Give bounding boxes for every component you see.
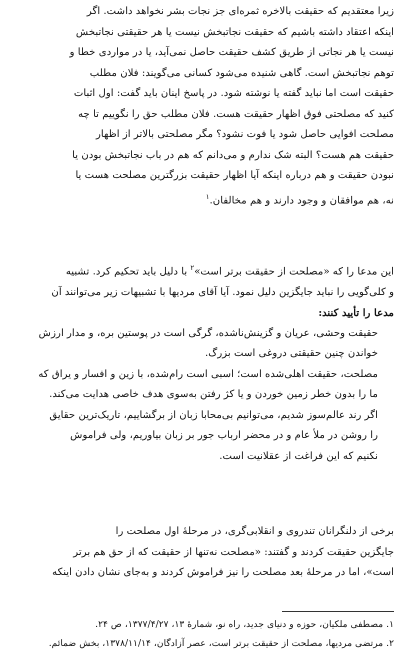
text-line-content: با دلیل باید تحکیم کرد. تشبیه bbox=[65, 266, 188, 278]
text-line: جایگزین حقیقت کردند و گفتند: «مصلحت نه‌تنها از حقیقت که از حق هم برتر bbox=[73, 546, 394, 558]
quote-line: حقیقت وحشی، عریان و گزینش‌ناشده، گرگی است در پوستین بره، و مدار ارزش bbox=[38, 327, 378, 339]
text-line: نبودن حقیقت و هم درباره اینکه آیا اظهار حقیقت بزرگترین مصلحت هست یا bbox=[75, 170, 394, 181]
quote-line: اگر رند عالم‌سوز شدیم، می‌توانیم بی‌محابا زبان از برگشاییم، تاریک‌ترین حقایق bbox=[49, 409, 378, 421]
footnote-2: ۲. مرتضی مردیها، مصلحت از حقیقت برتر است، عصر آزادگان، ۱۳۷۸/۱۱/۱۴، بخش ضمائم. bbox=[48, 638, 394, 649]
text-line: توهم نجاتبخش است. گاهی شنیده می‌شود کسانی می‌گویند: فلان مطلب bbox=[89, 67, 394, 79]
text-line: حقیقت هم هست؟ البته شک ندارم و می‌دانم که هم در باب نجاتبخش بودن یا bbox=[72, 149, 394, 161]
footnote-divider bbox=[282, 611, 394, 612]
quoted-passage bbox=[8, 324, 378, 468]
paragraph-2 bbox=[8, 258, 394, 467]
quote-line: نکنیم که این فراغت از عقلانیت است. bbox=[219, 450, 378, 462]
text-line: زیرا معتقدیم که حقیقت بالاخره ثمره‌ای جز نجات بشر نخواهد داشت. اگر bbox=[86, 6, 394, 17]
text-line-content: نه، هم موافقان و وجود دارند و هم مخالفان. bbox=[209, 194, 394, 206]
quote-line: خواندن چنین حقیقتی دروغی است بزرگ. bbox=[205, 348, 378, 360]
text-line: و کلی‌گویی را نباید جایگزین دلیل نمود. آیا آقای مردیها با تشبیهات زیر می‌توانند آن bbox=[51, 286, 394, 298]
text-line: حقیقت است اما نباید گفته یا نوشته شود. در پاسخ اینان باید گفت: اول اثبات bbox=[73, 88, 394, 99]
text-line: نیست یا هر نجاتی از طریق کشف حقیقت حاصل نمی‌آید، یا در مواردی خطا و bbox=[69, 47, 394, 58]
text-line: کنید که مصلحتی فوق اظهار حقیقت هست. فلان مطلب حق را نگوییم تا چه bbox=[78, 108, 394, 120]
paragraph-1 bbox=[8, 2, 394, 211]
footnote-1: ۱. مصطفی ملکیان، حوزه و دنیای جدید، راه نو، شمارهٔ ۱۳، ۱۳۷۷/۴/۲۷، ص ۲۴. bbox=[95, 619, 394, 630]
quote-line: را روشن در ملأ عام و در محضر ارباب جور بر زبان بیاوریم، ولی فراموش bbox=[70, 430, 378, 442]
text-line: اینکه اعتقاد داشته باشیم که حقیقت نجاتبخش نیست یا هر حقیقتی نجاتبخش bbox=[75, 26, 394, 38]
quote-line: ما را بدون خطر زمین خوردن و یا کژ رفتن به‌سوی هدف خاصی هدایت می‌کند. bbox=[49, 389, 378, 401]
text-line: برخی از دلنگرانان تندروی و انقلابی‌گری، در مرحلهٔ اول مصلحت را bbox=[115, 526, 394, 537]
footnote-ref[interactable]: ۲ bbox=[190, 264, 195, 272]
text-line: مصلحت افوایی حاصل شود یا فوت نشود؟ مگر مصلحتی بالاتر از اظهار bbox=[95, 129, 394, 140]
footnote-ref[interactable]: ۱ bbox=[205, 192, 210, 201]
text-line-content: این مدعا را که «مصلحت از حقیقت برتر است» bbox=[194, 266, 394, 278]
quote-line: مصلحت، حقیقت اهلی‌شده است؛ اسبی است رام‌شده، با زین و افسار و یراق که bbox=[38, 368, 378, 380]
text-line bbox=[8, 258, 394, 283]
text-line: است»، اما در مرحلهٔ بعد مصلحت را نیز فراموش کردند و به‌جای نشان دادن اینکه bbox=[52, 567, 394, 578]
text-line bbox=[8, 187, 394, 212]
text-line: مدعا را تأیید کنند: bbox=[318, 307, 394, 320]
paragraph-3 bbox=[8, 522, 394, 584]
